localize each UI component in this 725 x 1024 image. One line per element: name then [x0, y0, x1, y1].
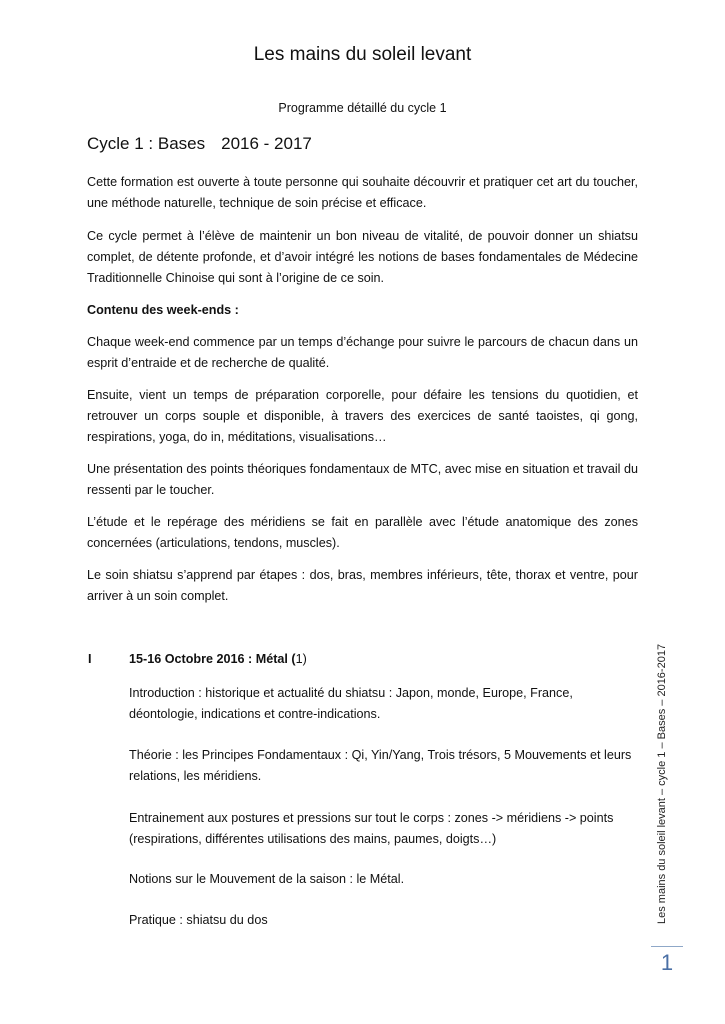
weekend-paragraph-4: L’étude et le repérage des méridiens se fait en parallèle avec l’étude anatomique des zones concernées (articulations, tendons, muscles).: [87, 515, 638, 550]
footer-divider: [651, 946, 683, 947]
session-item-notions: Notions sur le Mouvement de la saison : le Métal.: [129, 872, 405, 886]
side-footer-text: Les mains du soleil levant – cycle 1 – Bases – 2016-2017: [656, 643, 668, 924]
weekend-paragraph-3: Une présentation des points théoriques fondamentaux de MTC, avec mise en situation et travail du ressenti par le toucher.: [87, 462, 638, 497]
cycle-heading-label: Cycle 1 : Bases: [87, 134, 206, 153]
intro-paragraph-1: Cette formation est ouverte à toute personne qui souhaite découvrir et pratiquer cet art du toucher, une méthode naturelle, technique de soin précise et efficace.: [87, 175, 638, 210]
cycle-heading-years: 2016 - 2017: [221, 134, 312, 153]
document-title: Les mains du soleil levant: [253, 44, 472, 65]
session-item-theorie: Théorie : les Principes Fondamentaux : Qi, Yin/Yang, Trois trésors, 5 Mouvements et leurs relations, les méridiens.: [129, 748, 632, 783]
document-subtitle: Programme détaillé du cycle 1: [278, 101, 447, 115]
session-item-pratique: Pratique : shiatsu du dos: [129, 913, 268, 927]
weekend-paragraph-5: Le soin shiatsu s’apprend par étapes : dos, bras, membres inférieurs, tête, thorax et ventre, pour arriver à un soin complet.: [87, 568, 638, 603]
weekend-paragraph-1: Chaque week-end commence par un temps d’échange pour suivre le parcours de chacun dans un esprit d’entraide et de recherche de qualité.: [87, 335, 638, 370]
session-item-introduction: Introduction : historique et actualité du shiatsu : Japon, monde, Europe, France, déontologie, indications et contre-indications.: [129, 686, 573, 721]
cycle-heading: [87, 134, 312, 154]
session-title-rest: 1): [295, 652, 307, 666]
session-title: [129, 652, 307, 666]
weekend-heading: Contenu des week-ends :: [87, 303, 239, 317]
session-number: I: [88, 652, 92, 666]
session-item-entrainement: Entrainement aux postures et pressions sur tout le corps : zones -> méridiens -> points (respirations, différentes utilisations des mains, paumes, doigts…): [129, 811, 614, 846]
session-title-bold: 15-16 Octobre 2016 : Métal (: [129, 652, 296, 666]
page-number: 1: [660, 950, 674, 975]
intro-paragraph-2: Ce cycle permet à l’élève de maintenir un bon niveau de vitalité, de pouvoir donner un shiatsu complet, de détente profonde, et d’avoir intégré les notions de bases fondamentales de Médecine Traditionnelle Chinoise qui sont à l’origine de ce soin.: [87, 229, 638, 285]
weekend-paragraph-2: Ensuite, vient un temps de préparation corporelle, pour défaire les tensions du quotidien, et retrouver un corps souple et disponible, à travers des exercices de santé taoistes, qi gong, respirations, yoga, do in, méditations, visualisations…: [87, 388, 638, 444]
